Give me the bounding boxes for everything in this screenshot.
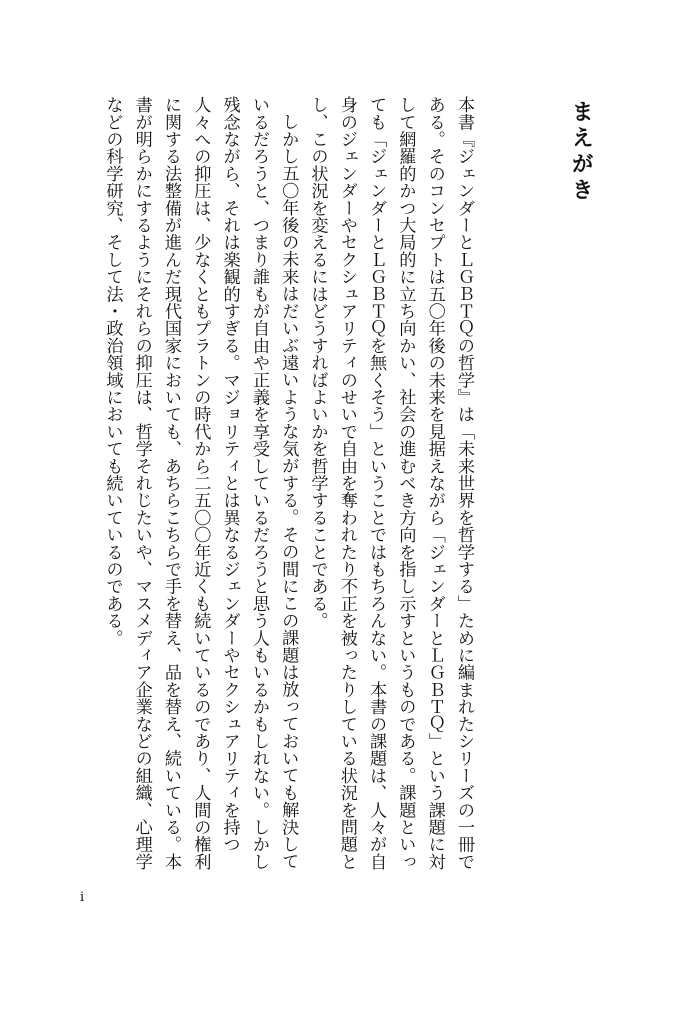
body-text (97, 96, 478, 886)
paragraph: 本書『ジェンダーとＬＧＢＴＱの哲学』は「未来世界を哲学する」ために編まれたシリーズの一冊である。そのコンセプトは五〇年後の未来を見据えながら「ジェンダーとＬＧＢＴＱ」という課題に対して網羅的かつ大局的に立ち向かい、社会の進むべき方向を指し示すというものである。課題といっても「ジェンダーとＬＧＢＴＱを無くそう」ということではもちろんない。本書の課題は、人々が自身のジェンダーやセクシュアリティのせいで自由を奪われたり不正を被ったりしている状況を問題とし、この状況を変えるにはどうすればよいかを哲学することである。 (307, 96, 474, 870)
page-number: i (80, 890, 85, 905)
paragraph: しかし五〇年後の未来はだいぶ遠いような気がする。その間にこの課題は放っておいても解決しているだろうと、つまり誰もが自由や正義を享受しているだろうと思う人もいるかもしれない。しかし残念ながら、それは楽観的すぎる。マジョリティとは異なるジェンダーやセクシュアリティを持つ人々への抑圧は、少なくともプラトンの時代から二五〇〇年近くも続いているのであり、人間の権利に関する法整備が進んだ現代国家においても、あちらこちらで手を替え、品を替え、続いている。本書が明らかにするようにそれらの抑圧は、哲学それじたいや、マスメディア企業などの組織、心理学などの科学研究、そして法・政治領域においても続いているのである。 (102, 96, 299, 870)
chapter-title: まえがき (568, 100, 594, 204)
